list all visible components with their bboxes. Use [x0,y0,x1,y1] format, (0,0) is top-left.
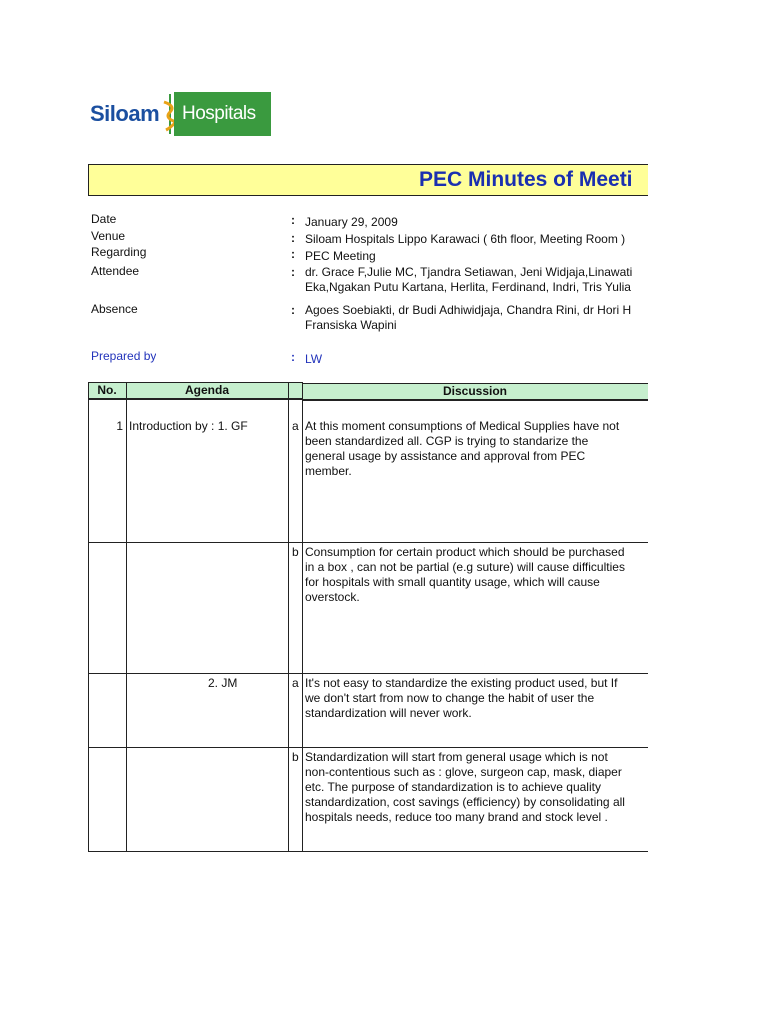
row-1-line-2: been standardized all. CGP is trying to standarize the [305,434,589,448]
regarding-value: PEC Meeting [305,249,376,263]
logo-text-hospitals: Hospitals [174,92,271,136]
minutes-table [88,382,648,852]
row-1-line-1: At this moment consumptions of Medical Supplies have not [305,419,620,433]
row-3-line-1: It's not easy to standardize the existing product used, but If [305,676,618,690]
row-4-discussion [305,750,645,825]
row-1-line-3: general usage by assistance and approval from PEC [305,449,586,463]
siloam-hospitals-logo [88,92,271,136]
absence-colon: : [291,303,295,317]
grid-line-row-3 [88,747,648,748]
date-label: Date [91,212,117,226]
attendee-line-2: Eka,Ngakan Putu Kartana, Herlita, Ferdinand, Indri, Tris Yulia [305,280,631,294]
regarding-colon: : [291,247,295,261]
header-no: No. [88,382,126,399]
attendee-line-1: dr. Grace F,Julie MC, Tjandra Setiawan, Jeni Widjaja,Linawati [305,265,633,279]
grid-line-agenda [288,382,289,852]
prepared-by-label: Prepared by [91,349,157,363]
row-1-letter: a [292,419,299,433]
absence-line-1: Agoes Soebiakti, dr Budi Adhiwidjaja, Chandra Rini, dr Hori H [305,303,632,317]
header-letter [288,382,302,399]
row-4-line-4: standardization, cost savings (efficiency) by consolidating all [305,795,625,809]
row-1-no: 1 [116,419,123,433]
attendee-colon: : [291,265,295,279]
grid-line-no [126,382,127,852]
absence-label: Absence [91,302,138,316]
row-3-agenda: 2. JM [208,676,238,690]
row-4-line-3: etc. The purpose of standardization is to achieve quality [305,780,601,794]
row-3-discussion [305,676,645,721]
row-3-line-3: standardization will never work. [305,706,472,720]
grid-line-bottom [88,851,648,852]
row-2-line-1: Consumption for certain product which should be purchased [305,545,625,559]
venue-label: Venue [91,229,126,243]
row-4-line-5: hospitals needs, reduce too many brand and stock level . [305,810,608,824]
row-1-agenda: Introduction by : 1. GF [129,419,248,433]
row-4-letter: b [292,750,299,764]
absence-line-2: Fransiska Wapini [305,318,397,332]
date-colon: : [291,213,295,227]
title-bar [88,164,648,196]
page-title: PEC Minutes of Meeti [419,168,633,191]
prepared-by-value: LW [305,352,323,366]
grid-line-left [88,382,89,852]
row-2-line-4: overstock. [305,590,360,604]
prepared-by-colon: : [291,350,295,364]
row-2-line-3: for hospitals with small quantity usage, which will cause [305,575,600,589]
venue-colon: : [291,231,295,245]
row-2-line-2: in a box , can not be partial (e.g suture) will cause difficulties [305,560,625,574]
venue-value: Siloam Hospitals Lippo Karawaci ( 6th floor, Meeting Room ) [305,232,626,246]
regarding-label: Regarding [91,245,147,259]
row-1-line-4: member. [305,464,352,478]
logo-text-siloam: Siloam [88,92,169,136]
date-value: January 29, 2009 [305,215,398,229]
grid-line-row-1 [88,542,648,543]
header-agenda: Agenda [126,382,288,399]
row-3-letter: a [292,676,299,690]
row-4-line-2: non-contentious such as : glove, surgeon cap, mask, diaper [305,765,622,779]
grid-line-letter [302,382,303,852]
grid-line-header [88,399,648,400]
row-3-line-2: we don't start from now to change the habit of user the [305,691,595,705]
row-1-discussion [305,419,645,479]
header-discussion: Discussion [302,383,648,401]
attendee-label: Attendee [91,264,140,278]
row-2-discussion [305,545,645,605]
grid-line-row-2 [88,673,648,674]
row-2-letter: b [292,545,299,559]
row-4-line-1: Standardization will start from general usage which is not [305,750,608,764]
